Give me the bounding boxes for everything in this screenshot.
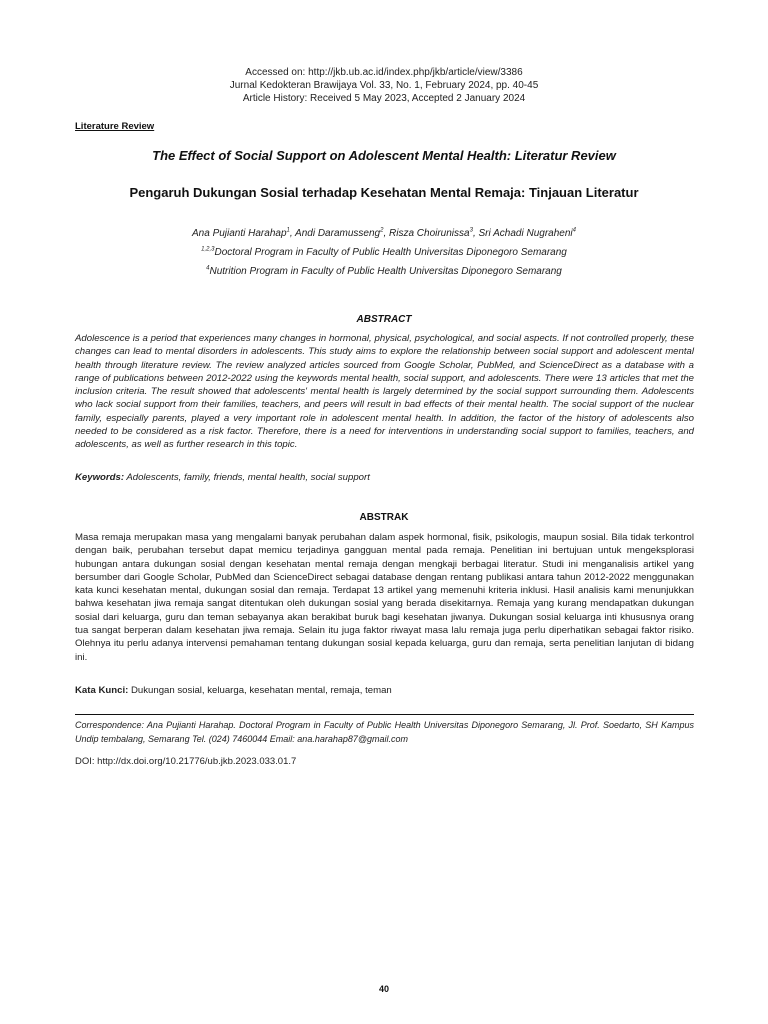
affiliation-mark: 1,2,3 bbox=[201, 246, 215, 253]
correspondence-note: Correspondence: Ana Pujianti Harahap. Doctoral Program in Faculty of Public Health Universitas Diponegoro Semarang, Jl. Prof. Soedarto, SH Kampus Undip tembalang, Semarang Tel. (024) 7460044 Email: ana.harahap87@gmail.com bbox=[75, 720, 694, 744]
journal-header bbox=[0, 66, 768, 105]
author-name: Risza Choirunissa bbox=[389, 228, 470, 239]
affiliation bbox=[0, 266, 768, 277]
accessed-url: Accessed on: http://jkb.ub.ac.id/index.php/jkb/article/view/3386 bbox=[245, 67, 523, 78]
author-name: Andi Daramusseng bbox=[295, 228, 381, 239]
keywords-text: Adolescents, family, friends, mental health, social support bbox=[126, 472, 370, 483]
author-separator: , bbox=[289, 228, 296, 239]
abstrak-heading: ABSTRAK bbox=[359, 512, 409, 523]
kata-kunci bbox=[75, 685, 694, 696]
abstrak-body: Masa remaja merupakan masa yang mengalami banyak perubahan dalam aspek hormonal, fisik, psikologis, maupun sosial. Bila tidak terkontrol dengan baik, perubahan tersebut dapat memicu terjadinya gangguan mental pada remaja. Penelitian ini bertujuan untuk mengeksplorasi hubungan antara dukungan sosial dengan kesehatan mental remaja dengan mengkaji berbagai literatur. Studi ini menganalisis artikel yang bersumber dari Google Scholar, PubMed dan ScienceDirect sebagai database dengan rentang publikasi antara tahun 2012-2022 menggunakan kata kunci kesehatan mental, dukungan sosial dan remaja. Terdapat 13 artikel yang memenuhi kriteria inklusi. Hasil analisis kami menunjukkan bahwa kesehatan jiwa remaja sangat ditentukan oleh dukungan sosial yang berada disekitarnya. Remaja yang kurang mendapatkan dukungan sosial dari keluarga, guru dan teman sebayanya akan berakibat buruk bagi kesehatan jiwanya. Dukungan sosial keluarga inti khususnya orang tua sangat berperan dalam kesehatan jiwa remaja. Selain itu juga faktor riwayat masa lalu remaja juga perlu diperhatikan sebagai faktor risiko. Olehnya itu perlu adanya intervensi pemahaman tentang dukungan sosial kepada keluarga, guru dan remaja, serta penelitian lanjutan di bidang ini. bbox=[75, 532, 694, 663]
affiliation-mark: 4 bbox=[206, 265, 210, 272]
keywords-label: Keywords: bbox=[75, 472, 125, 483]
abstract-body: Adolescence is a period that experiences many changes in hormonal, physical, psychological, and social aspects. If not controlled properly, these changes can lead to mental disorders in adolescents. This study aims to explore the relationship between social support and adolescent mental health through literature review. The review analyzed articles sourced from Google Scholar, PubMed, and ScienceDirect as a database with a range of publications between 2012-2022 using the keywords mental health, social support, and adolescents. There were 13 articles that met the inclusion criteria. The result showed that adolescents' mental health is largely determined by the social support surrounding them. Adolescents who lack social support from their families, teachers, and peers will result in bad effects of their mental health. The social support of the nuclear family, especially parents, played a very important role in adolescent mental health. In addition, the factor of the history of adolescents also needed to be considered as a risk factor. Therefore, there is a need for interventions in understanding social support to families, teachers, and adolescents, as well as further research in this topic. bbox=[75, 333, 694, 451]
author-affiliation-mark: 4 bbox=[572, 227, 576, 234]
author-affiliation-mark: 2 bbox=[380, 227, 384, 234]
author-separator: , bbox=[383, 228, 389, 239]
kata-kunci-label: Kata Kunci: bbox=[75, 685, 129, 696]
kata-kunci-text: Dukungan sosial, keluarga, kesehatan mental, remaja, teman bbox=[130, 685, 392, 696]
author-separator: , bbox=[472, 228, 479, 239]
abstract-heading: ABSTRACT bbox=[356, 314, 412, 325]
author-name: Ana Pujianti Harahap bbox=[192, 228, 287, 239]
affiliation-text: Doctoral Program in Faculty of Public Health Universitas Diponegoro Semarang bbox=[214, 247, 567, 258]
journal-citation: Jurnal Kedokteran Brawijaya Vol. 33, No. 1, February 2024, pp. 40-45 bbox=[229, 80, 539, 91]
correspondence-divider bbox=[75, 714, 694, 715]
keywords bbox=[75, 472, 694, 483]
article-history: Article History: Received 5 May 2023, Accepted 2 January 2024 bbox=[242, 93, 526, 104]
page-number: 40 bbox=[378, 984, 389, 994]
doi-link[interactable]: DOI: http://dx.doi.org/10.21776/ub.jkb.2023.033.01.7 bbox=[75, 756, 297, 767]
section-tag: Literature Review bbox=[75, 121, 155, 132]
author-list bbox=[0, 227, 768, 240]
author-affiliation-mark: 1 bbox=[286, 227, 290, 234]
affiliation bbox=[0, 247, 768, 258]
affiliation-text: Nutrition Program in Faculty of Public Health Universitas Diponegoro Semarang bbox=[209, 266, 562, 277]
article-title-english: The Effect of Social Support on Adolescent Mental Health: Literatur Review bbox=[152, 148, 616, 163]
author-name: Sri Achadi Nugraheni bbox=[478, 228, 573, 239]
author-affiliation-mark: 3 bbox=[469, 227, 473, 234]
article-title-indonesian: Pengaruh Dukungan Sosial terhadap Kesehatan Mental Remaja: Tinjauan Literatur bbox=[129, 185, 639, 200]
